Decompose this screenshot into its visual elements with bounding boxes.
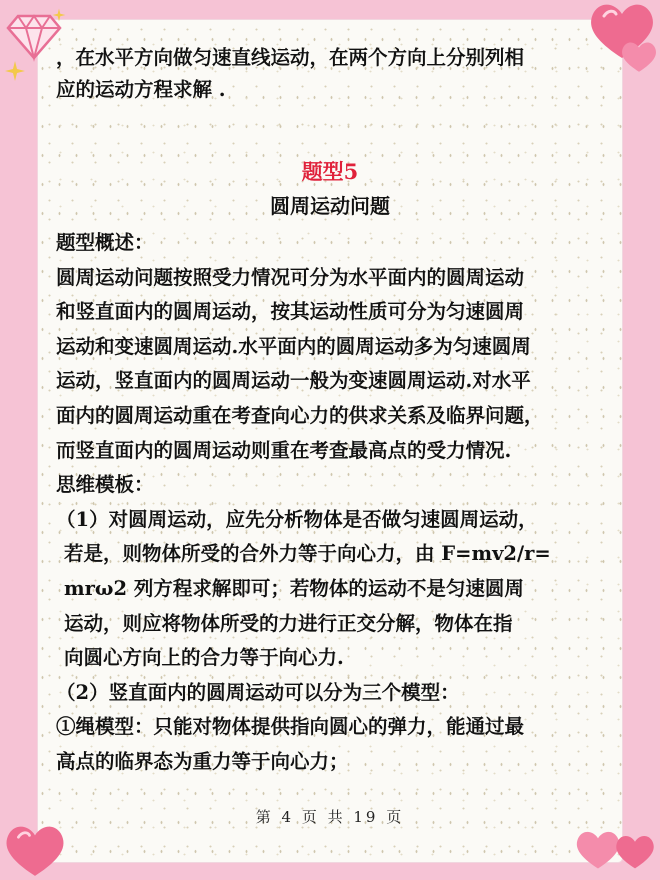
heart-icon: [0, 822, 70, 880]
sparkle-icon: [52, 8, 66, 22]
page-footer: 第 4 页 共 19 页: [255, 808, 405, 826]
template-heading: 思维模板：: [56, 473, 154, 497]
point1-line: 若是，则物体所受的合外力等于向心力，由 F=mv2/r=: [64, 542, 551, 566]
point2-line: （2）竖直面内的圆周运动可以分为三个模型：: [56, 680, 460, 704]
sparkle-icon: [4, 60, 26, 82]
overview-heading: 题型概述：: [56, 231, 154, 254]
point1-line: 运动，则应将物体所受的力进行正交分解，物体在指: [64, 611, 513, 635]
section-title: 圆周运动问题: [270, 194, 390, 218]
point3-line: 高点的临界态为重力等于向心力；: [56, 749, 349, 773]
overview-line: 和竖直面内的圆周运动，按其运动性质可分为匀速圆周: [56, 300, 525, 324]
intro-line: ，在水平方向做匀速直线运动，在两个方向上分别列相: [56, 46, 525, 69]
intro-paragraph: [56, 42, 616, 106]
heart-icon: [612, 832, 658, 872]
overview-line: 圆周运动问题按照受力情况可分为水平面内的圆周运动: [56, 265, 525, 289]
overview-line: 运动和变速圆周运动.水平面内的圆周运动多为匀速圆周: [56, 334, 531, 358]
point1-line: （1）对圆周运动，应先分析物体是否做匀速圆周运动，: [56, 507, 538, 531]
point1-line: 向圆心方向上的合力等于向心力.: [64, 646, 344, 670]
section-type-label: 题型5: [301, 159, 359, 184]
heart-icon: [618, 40, 660, 74]
intro-line: 应的运动方程求解 .: [56, 78, 226, 101]
overview-line: 运动，竖直面内的圆周运动一般为变速圆周运动.对水平: [56, 369, 531, 393]
overview-line: 面内的圆周运动重在考查向心力的供求关系及临界问题，: [56, 403, 544, 427]
overview-line: 而竖直面内的圆周运动则重在考查最高点的受力情况.: [56, 438, 512, 462]
body-text: [56, 226, 616, 780]
point3-line: ①绳模型：只能对物体提供指向圆心的弹力，能通过最: [56, 715, 525, 739]
point1-line: mrω2 列方程求解即可；若物体的运动不是匀速圆周: [64, 576, 524, 600]
